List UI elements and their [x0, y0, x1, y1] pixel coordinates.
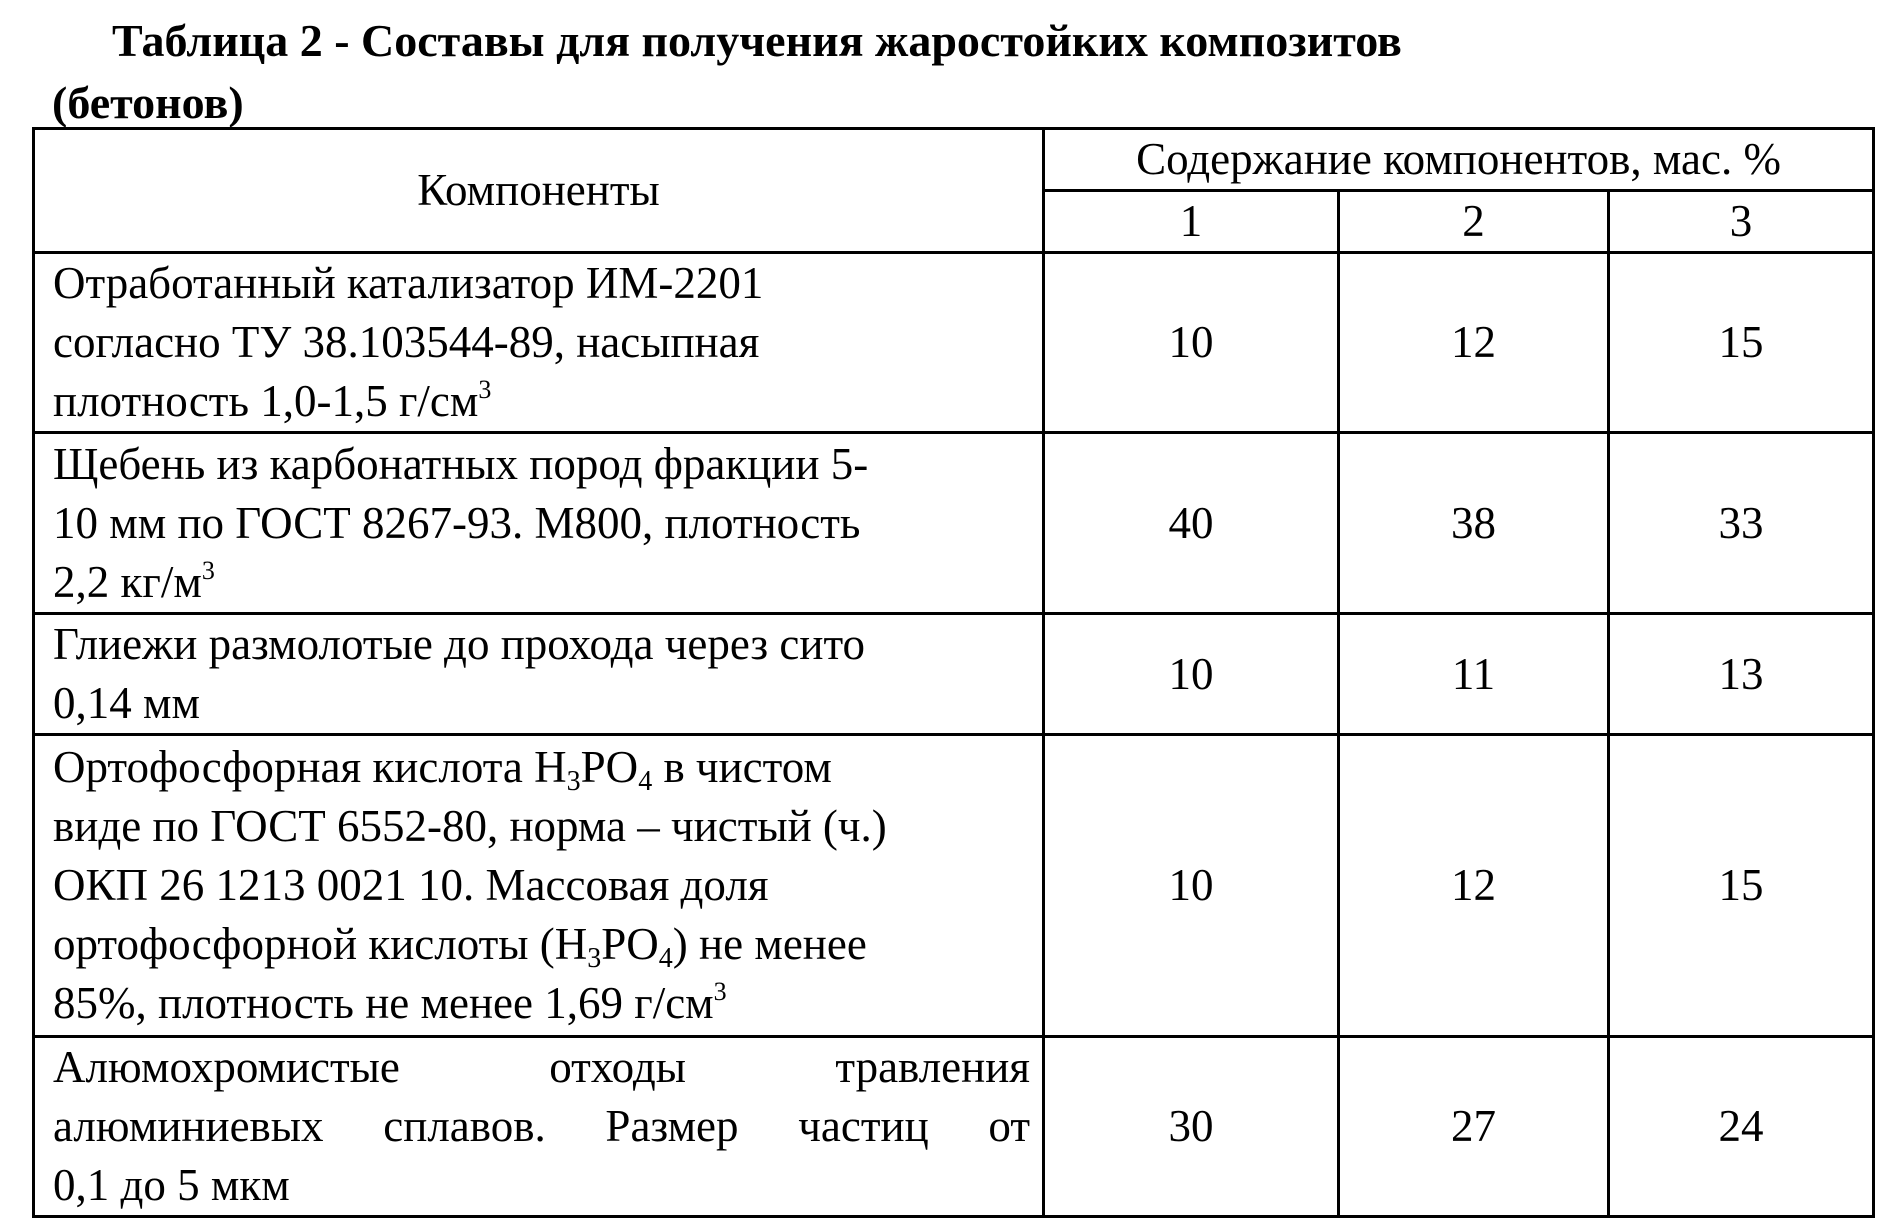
table-row [34, 253, 1874, 433]
value-cell: 27 [1339, 1037, 1609, 1217]
value-cell: 15 [1609, 735, 1874, 1037]
component-name: Отработанный катализатор ИМ-2201 согласно ТУ 38.103544-89, насыпная плотность 1,0-1,5 $г/см^3$ [34, 253, 1044, 433]
table-row [34, 735, 1874, 1037]
value-cell: 10 [1044, 253, 1339, 433]
header-content: Содержание компонентов, мас. % [1044, 129, 1874, 191]
composition-table [32, 127, 1875, 1218]
value-cell: 10 [1044, 614, 1339, 735]
value-cell: 10 [1044, 735, 1339, 1037]
value-cell: 33 [1609, 433, 1874, 614]
value-cell: 15 [1609, 253, 1874, 433]
value-cell: 40 [1044, 433, 1339, 614]
value-cell: 12 [1339, 253, 1609, 433]
component-name: Алюмохромистые отходы травления алюминиевых сплавов. Размер частиц от 0,1 до 5 мкм [34, 1037, 1044, 1217]
value-cell: 12 [1339, 735, 1609, 1037]
value-cell: 13 [1609, 614, 1874, 735]
table-caption [52, 10, 1832, 134]
value-cell: 24 [1609, 1037, 1874, 1217]
table-row [34, 614, 1874, 735]
component-name: Глиежи размолотые до прохода через сито 0,14 мм [34, 614, 1044, 735]
value-cell: 30 [1044, 1037, 1339, 1217]
header-col-2: 2 [1339, 191, 1609, 253]
header-components: Компоненты [34, 129, 1044, 253]
component-name: Щебень из карбонатных пород фракции 5- 10 мм по ГОСТ 8267-93. М800, плотность 2,2 $кг/м^3$ [34, 433, 1044, 614]
header-col-1: 1 [1044, 191, 1339, 253]
table-row [34, 433, 1874, 614]
table-row [34, 1037, 1874, 1217]
table-caption-line2: (бетонов) [52, 77, 244, 128]
component-name: Ортофосфорная кислота $H_3PO_4$ в чистом виде по ГОСТ 6552-80, норма – чистый (ч.) ОКП 26 1213 0021 10. Массовая доля ортофосфорной кислоты $(H_3PO_4)$ не менее 85%, плотность не менее 1,69 $г/см^3$ [34, 735, 1044, 1037]
value-cell: 11 [1339, 614, 1609, 735]
header-row-top [34, 129, 1874, 191]
table-caption-line1: Таблица 2 - Составы для получения жаростойких композитов [112, 15, 1402, 66]
value-cell: 38 [1339, 433, 1609, 614]
header-col-3: 3 [1609, 191, 1874, 253]
